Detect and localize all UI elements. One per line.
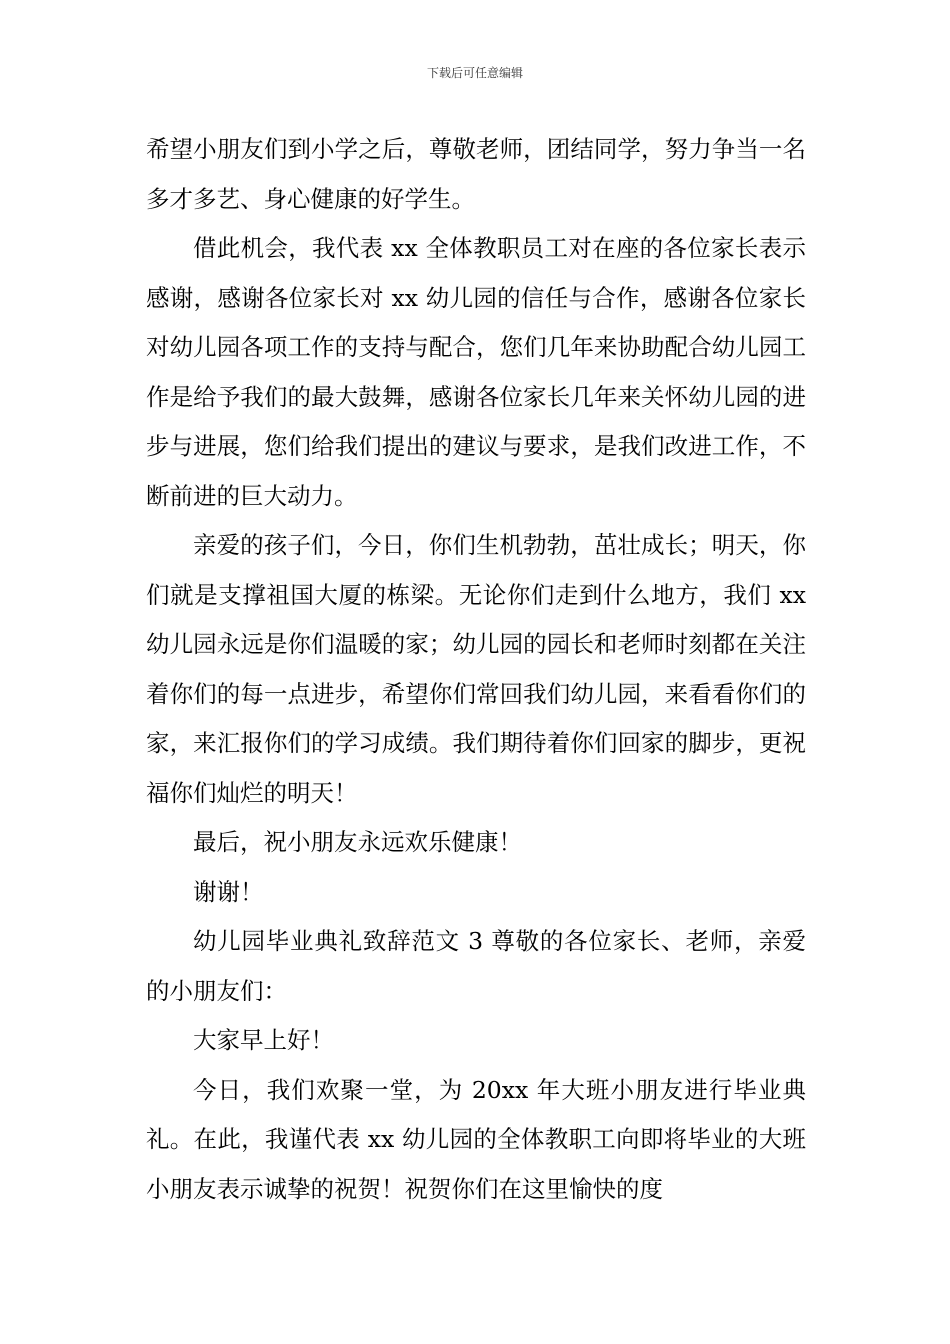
paragraph-2: 借此机会，我代表 xx 全体教职员工对在座的各位家长表示感谢，感谢各位家长对 xx 幼儿园的信任与合作，感谢各位家长对幼儿园各项工作的支持与配合，您们几年来协助配合幼儿园工作是给予我们的最大鼓舞，感谢各位家长几年来关怀幼儿园的进步与进展，您们给我们提出的建议与要求，是我们改进工作，不断前进的巨大动力。 (146, 234, 806, 510)
paragraph-6: 幼儿园毕业典礼致辞范文 3 尊敬的各位家长、老师，亲爱的小朋友们： (146, 927, 806, 1005)
document-body (146, 125, 806, 1214)
paragraph-4: 最后，祝小朋友永远欢乐健康！ (193, 828, 522, 856)
paragraph-5: 谢谢！ (193, 877, 264, 906)
paragraph-8: 今日，我们欢聚一堂，为 20xx 年大班小朋友进行毕业典礼。在此，我谨代表 xx 幼儿园的全体教职工向即将毕业的大班小朋友表示诚挚的祝贺！祝贺你们在这里愉快的度 (146, 1075, 806, 1203)
paragraph-7: 大家早上好！ (193, 1026, 334, 1054)
paragraph-3: 亲爱的孩子们，今日，你们生机勃勃，茁壮成长；明天，你们就是支撑祖国大厦的栋梁。无论你们走到什么地方，我们 xx 幼儿园永远是你们温暖的家；幼儿园的园长和老师时刻都在关注着你们的每一点进步，希望你们常回我们幼儿园，来看看你们的家，来汇报你们的学习成绩。我们期待着你们回家的脚步，更祝福你们灿烂的明天！ (146, 531, 806, 807)
paragraph-1: 希望小朋友们到小学之后，尊敬老师，团结同学，努力争当一名多才多艺、身心健康的好学生。 (146, 135, 806, 213)
page-header: 下载后可任意编辑 (426, 66, 523, 80)
